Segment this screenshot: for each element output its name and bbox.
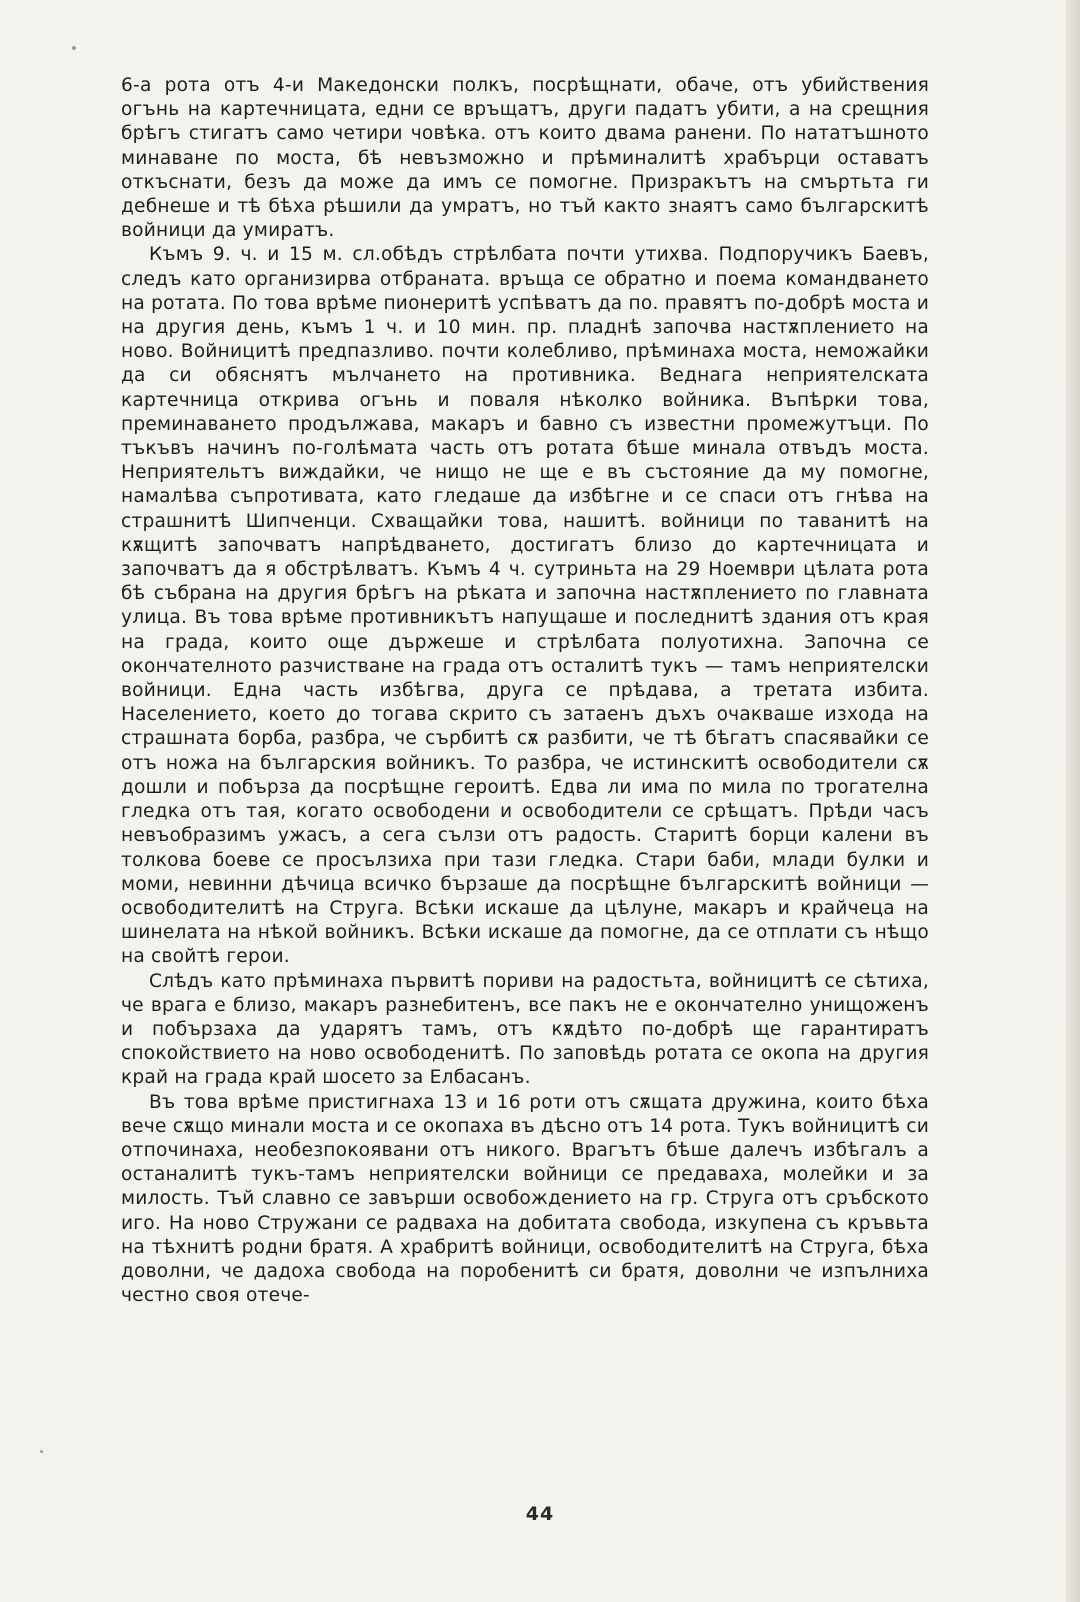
paper-speck xyxy=(72,46,76,50)
page-edge-shadow xyxy=(1066,0,1080,1602)
paragraph-3: Слѣдъ като прѣминаха първитѣ пориви на радостьта, войницитѣ се сѣтиха, че врага е близо, макаръ разнебитенъ, все пакъ не е окончателно унищоженъ и побързаха да ударятъ тамъ, отъ кѫдѣто по-добрѣ ще гарантиратъ спокойствието на ново освободенитѣ. По заповѣдь ротата се окопа на другия край на града край шосето за Елбасанъ. xyxy=(121,970,929,1089)
page-number: 44 xyxy=(525,1503,555,1525)
body-text xyxy=(121,74,929,1308)
paragraph-1: 6-а рота отъ 4-и Македонски полкъ, посрѣщнати, обаче, отъ убийствения огънь на картечницата, едни се връщатъ, други падатъ убити, а на срещния брѣгъ стигатъ само четири човѣка. отъ които двама ранени. По нататъшното минаване по моста, бѣ невъзможно и прѣминалитѣ храбърци оставатъ откъснати, безъ да може да имъ се помогне. Призракътъ на смъртьта ги дебнеше и тѣ бѣха рѣшили да умратъ, но тъй както знаятъ само българскитѣ войници да умиратъ. xyxy=(121,75,929,242)
paragraph-4: Въ това врѣме пристигнаха 13 и 16 роти отъ сѫщата дружина, които бѣха вече сѫщо минали моста и се окопаха въ дѣсно отъ 14 рота. Тукъ войницитѣ си отпочинаха, необезпокоявани отъ никого. Врагътъ бѣше далечъ избѣгалъ а останалитѣ тукъ-тамъ неприятелски войници се предаваха, молейки и за милость. Тъй славно се завърши освобождението на гр. Струга отъ сръбското иго. На ново Стружани се радваха на добитата свобода, изкупена съ кръвьта на тѣхнитѣ родни братя. А храбритѣ войници, освободителитѣ на Струга, бѣха доволни, че дадоха свобода на поробенитѣ си братя, доволни че изпълниха честно своя отече- xyxy=(121,1091,929,1307)
paper-speck xyxy=(40,1450,43,1453)
paragraph-2: Къмъ 9. ч. и 15 м. сл.обѣдъ стрѣлбата почти утихва. Подпоручикъ Баевъ, следъ като организирва отбраната. връща се обратно и поема командването на ротата. По това врѣме пионеритѣ успѣватъ да по. правятъ по-добрѣ моста и на другия день, къмъ 1 ч. и 10 мин. пр. пладнѣ започва настѫплението на ново. Войницитѣ предпазливо. почти колебливо, прѣминаха моста, неможайки да си обяснятъ мълчането на противника. Веднага неприятелската картечница открива огънь и поваля нѣколко войника. Въпѣрки това, преминаването продължава, макаръ и бавно съ известни промежутъци. По тъкъвъ начинъ по-голѣмата часть отъ ротата бѣше минала отвъдъ моста. Неприятельтъ виждайки, че нищо не ще е въ състояние да му помогне, намалѣва съпротивата, като гледаше да избѣгне и се спаси отъ гнѣва на страшнитѣ Шипченци. Схващайки това, нашитѣ. войници по таванитѣ на кѫщитѣ започватъ напрѣдването, достигатъ близо до картечницата и започватъ да я обстрѣлватъ. Къмъ 4 ч. сутриньта на 29 Ноември цѣлата рота бѣ събрана на другия брѣгъ на рѣката и започна настѫплението по главната улица. Въ това врѣме противникътъ напущаше и последнитѣ здания отъ края на града, които още държеше и стрѣлбата полуотихна. Започна се окончателното разчистване на града отъ осталитѣ тукъ — тамъ неприятелски войници. Една часть избѣгва, друга се прѣдава, а третата избита. Населението, което до тогава скрито съ затаенъ дъхъ очакваше изхода на страшната борба, разбра, че сърбитѣ сѫ разбити, че тѣ бѣгатъ спасявайки се отъ ножа на българския войникъ. То разбра, че истинскитѣ освободители сѫ дошли и побърза да посрѣщне героитѣ. Едва ли има по мила по трогателна гледка отъ тая, когато освободени и освободители се срѣщатъ. Прѣди часъ невъобразимъ ужасъ, а сега сълзи отъ радость. Старитѣ борци калени въ толкова боеве се просълзиха при тази гледка. Стари баби, млади булки и моми, невинни дѣчица всичко бързаше да посрѣщне българскитѣ войници — освободителитѣ на Струга. Всѣки искаше да цѣлуне, макаръ и крайчеца на шинелата на нѣкой войникъ. Всѣки искаше да помогне, да се отплати съ нѣщо на свойтѣ герои. xyxy=(121,244,929,968)
